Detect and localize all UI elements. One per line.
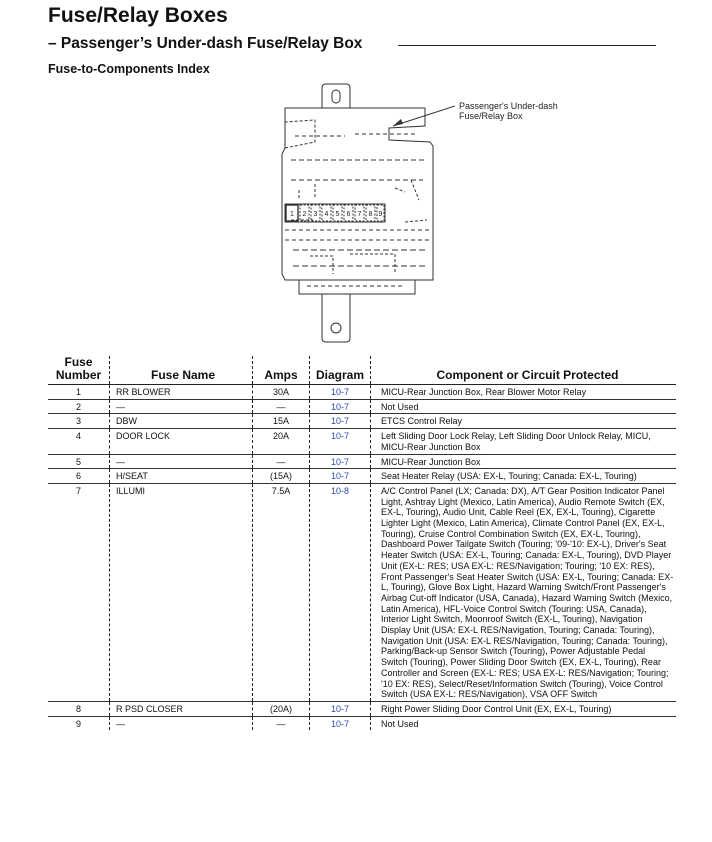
fuse-amps: 7.5A <box>253 483 310 701</box>
component-text: MICU-Rear Junction Box, Rear Blower Motor Relay <box>371 385 677 400</box>
table-row <box>48 716 676 730</box>
fuse-number: 9 <box>75 718 81 729</box>
diagram-link[interactable]: 10-7 <box>310 429 371 454</box>
fuse-number: 5 <box>48 454 110 469</box>
fuse-name: — <box>110 454 253 469</box>
fuse-name: DOOR LOCK <box>110 429 253 454</box>
table-row <box>48 399 676 414</box>
table-row <box>48 469 676 484</box>
fuse-amps: (15A) <box>253 469 310 484</box>
diagram-link[interactable]: 10-8 <box>310 483 371 701</box>
callout-arrow-icon <box>393 119 403 126</box>
fuse-name: R PSD CLOSER <box>110 701 253 716</box>
col-header-fuse-name: Fuse Name <box>110 356 253 385</box>
fuse-slot-label: 2 <box>302 211 307 218</box>
fuse-name: — <box>110 716 253 730</box>
fuse-slot-label: 3 <box>313 211 318 218</box>
fuse-slot-label: 4 <box>324 211 329 218</box>
fuse-name: H/SEAT <box>110 469 253 484</box>
fuse-number: 8 <box>48 701 110 716</box>
diagram-link[interactable]: 10-7 <box>310 414 371 429</box>
fuse-name: — <box>110 399 253 414</box>
fuse-slot-label: 1 <box>290 211 294 218</box>
fuse-name: ILLUMI <box>110 483 253 701</box>
col-header-component: Component or Circuit Protected <box>371 356 677 385</box>
fuse-number: 1 <box>48 385 110 400</box>
page-title: Fuse/Relay Boxes <box>48 4 228 27</box>
component-text: Not Used <box>371 399 677 414</box>
callout-line: Passenger's Under-dash <box>459 101 558 111</box>
fuse-slot-label: 8 <box>368 211 373 218</box>
fuse-amps: — <box>253 399 310 414</box>
section-heading: Fuse-to-Components Index <box>48 62 210 76</box>
lower-connector <box>299 280 415 294</box>
diagram-link[interactable]: 10-7 <box>310 454 371 469</box>
table-row <box>48 429 676 454</box>
fuse-number: 6 <box>48 469 110 484</box>
component-text: Right Power Sliding Door Control Unit (EX, EX-L, Touring) <box>371 701 677 716</box>
fuse-slot-label: 6 <box>346 211 351 218</box>
component-text: Seat Heater Relay (USA: EX-L, Touring; Canada: EX-L, Touring) <box>371 469 677 484</box>
component-text: Left Sliding Door Lock Relay, Left Sliding Door Unlock Relay, MICU, MICU-Rear Junction Box <box>371 429 677 454</box>
bottom-mount-hole <box>331 323 341 333</box>
fuse-amps: 15A <box>253 414 310 429</box>
col-header-line: Fuse <box>64 355 93 369</box>
fuse-box-diagram <box>255 80 455 348</box>
fuse-number: 3 <box>48 414 110 429</box>
page-subtitle: – Passenger’s Under-dash Fuse/Relay Box <box>48 35 363 52</box>
fuse-index-table <box>48 356 676 730</box>
table-row <box>48 701 676 716</box>
diagram-link[interactable]: 10-7 <box>310 469 371 484</box>
diagram-link[interactable]: 10-7 <box>310 399 371 414</box>
fuse-amps: 20A <box>253 429 310 454</box>
fuse-name: DBW <box>110 414 253 429</box>
table-row <box>48 454 676 469</box>
fuse-slot-label: 5 <box>335 211 340 218</box>
table-row <box>48 414 676 429</box>
fuse-number: 4 <box>48 429 110 454</box>
col-header-amps: Amps <box>253 356 310 385</box>
component-text: MICU-Rear Junction Box <box>371 454 677 469</box>
fuse-number: 7 <box>48 483 110 701</box>
table-row <box>48 483 676 701</box>
diagram-link[interactable]: 10-7 <box>310 701 371 716</box>
subtitle-rule <box>398 45 656 46</box>
fuse-amps: (20A) <box>253 701 310 716</box>
table-row <box>48 385 676 400</box>
diagram-callout <box>459 101 558 121</box>
fuse-name: RR BLOWER <box>110 385 253 400</box>
fuse-amps: — <box>253 716 310 730</box>
table-header-row <box>48 356 676 385</box>
top-mount-tab <box>322 84 350 108</box>
diagram-link[interactable]: 10-7 <box>310 716 371 730</box>
callout-line: Fuse/Relay Box <box>459 111 523 121</box>
component-text: ETCS Control Relay <box>371 414 677 429</box>
top-mount-hole <box>332 90 340 103</box>
fuse-slot-label: 9 <box>378 211 383 218</box>
fuse-amps: — <box>253 454 310 469</box>
fuse-slot-label: 7 <box>357 211 362 218</box>
fuse-number: 2 <box>48 399 110 414</box>
bottom-mount-tab <box>322 294 350 342</box>
component-text: A/C Control Panel (LX; Canada: DX), A/T Gear Position Indicator Panel Light, Ashtray Light (Mexico, Latin America), Audio Remote Switch (EX, EX-L, Touring), Audio Unit, Cable Reel (EX, EX-L, Touring), Cigarette Lighter Light (Mexico, Latin America), Climate Control Panel (EX, EX-L, Touring), Cruise Control Combination Switch (EX, EX-L, Touring), Dashboard Power Tailgate Switch (Touring; '09-'10: EX-L), Driver's Seat Heater Switch (USA: EX-L, Touring; Canada: EX-L, Touring), DVD Player Unit (EX-L: RES; USA EX-L: RES/Navigation; Touring; '10 EX: RES), Front Passenger's Seat Heater Switch (USA: EX-L, Touring; Canada: EX-L, Touring), Glove Box Light, Hazard Warning Switch/Front Passenger's Airbag Cut-off Indicator (USA, Canada), Hazard Warning Switch (Mexico, Latin America), HFL-Voice Control Switch (Touring: USA, Canada), Interior Light Switch, Moonroof Switch (EX-L, Touring), Navigation Display Unit (USA: EX-L RES/Navigation, Touring; Canada: Touring), Navigation Unit (USA: EX-L RES/Navigation, Touring; Canada: Touring), Parking/Back-up Sensor Switch (Touring), Power Adjustable Pedal Switch (Touring), Power Sliding Door Switch (EX, EX-L, Touring), Rear Controller and Screen (EX-L: RES; USA EX-L: RES/Navigation; Touring; '10 EX: RES), Select/Reset/Information Switch (Touring), Voice Control Switch (USA EX-L: RES/Navigation), VSA OFF Switch <box>371 483 677 701</box>
component-text: Not Used <box>371 716 677 730</box>
fuse-amps: 30A <box>253 385 310 400</box>
col-header-line: Number <box>55 368 102 382</box>
diagram-link[interactable]: 10-7 <box>310 385 371 400</box>
col-header-fuse-number <box>48 356 110 385</box>
col-header-diagram: Diagram <box>310 356 371 385</box>
